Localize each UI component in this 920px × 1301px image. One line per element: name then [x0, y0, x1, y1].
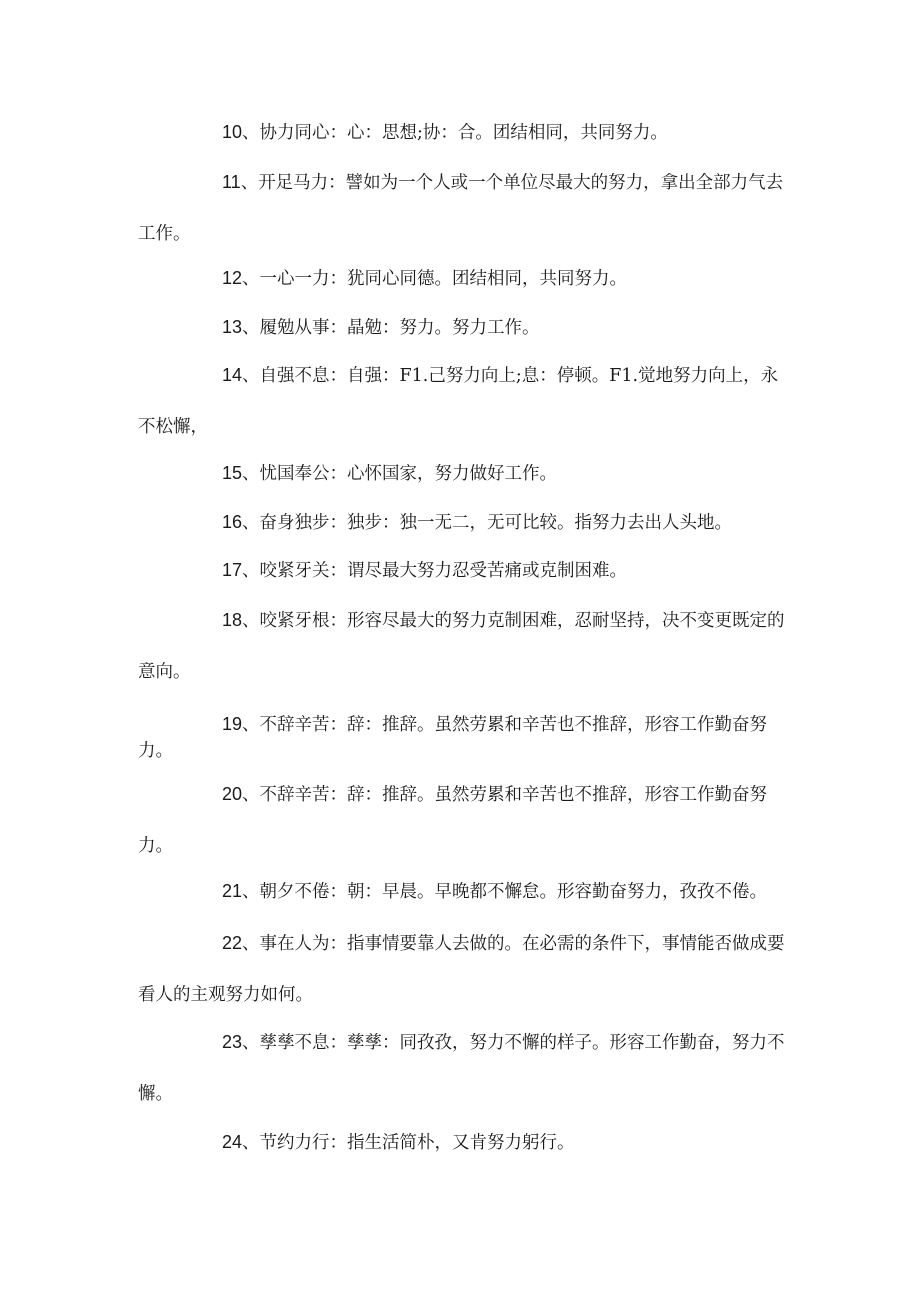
- entry-number: 10: [222, 122, 243, 142]
- idiom-entry-17: [138, 545, 786, 597]
- idiom-entry-21: [138, 866, 786, 918]
- entry-text: 开足马力：譬如为一个人或一个单位尽最大的努力，拿出全部力气去工作。: [138, 173, 784, 244]
- idiom-entry-19: [138, 711, 786, 764]
- entry-text: 不辞辛苦：辞：推辞。虽然劳累和辛苦也不推辞，形容工作勤奋努力。: [138, 715, 768, 761]
- entry-text: 节约力行：指生活简朴，又肯努力躬行。: [259, 1133, 575, 1153]
- entry-number: 15: [222, 463, 243, 483]
- entry-number: 20: [222, 784, 243, 804]
- entry-separator: 、: [242, 934, 260, 954]
- entry-text: 咬紧牙关：谓尽最大努力忍受苦痛或克制困难。: [259, 561, 628, 581]
- entry-number: 14: [222, 365, 243, 385]
- entry-number: 12: [222, 268, 243, 288]
- entry-separator: 、: [242, 715, 260, 735]
- entry-number: 18: [222, 610, 243, 630]
- entry-separator: 、: [242, 611, 260, 631]
- entry-text: 事在人为：指事情要靠人去做的。在必需的条件下，事情能否做成要看人的主观努力如何。: [138, 934, 785, 1005]
- idiom-entry-14: [138, 350, 786, 453]
- entry-text: 朝夕不倦：朝：早晨。早晚都不懈怠。形容勤奋努力，孜孜不倦。: [259, 882, 768, 902]
- entry-separator: 、: [242, 785, 260, 805]
- entry-separator: 、: [242, 1033, 260, 1053]
- idiom-entry-11: [138, 157, 786, 260]
- entry-number: 21: [222, 881, 243, 901]
- entry-number: 24: [222, 1132, 243, 1152]
- entry-text: 咬紧牙根：形容尽最大的努力克制困难，忍耐坚持，决不变更既定的意向。: [138, 611, 785, 682]
- entry-text: 忧国奉公：心怀国家，努力做好工作。: [259, 464, 558, 484]
- entry-text: 自强不息：自强：F1.己努力向上;息：停顿。F1.觉地努力向上，永不松懈，: [138, 366, 779, 437]
- entry-text: 履勉从事：晶勉：努力。努力工作。: [259, 318, 540, 338]
- entry-number: 23: [222, 1032, 243, 1052]
- entry-number: 11: [222, 172, 241, 192]
- entry-text: 奋身独步：独步：独一无二，无可比较。指努力去出人头地。: [259, 513, 733, 533]
- entry-separator: 、: [242, 513, 260, 533]
- idiom-entry-23: [138, 1017, 786, 1120]
- entry-text: 协力同心：心：思想;协：合。团结相同，共同努力。: [259, 123, 668, 143]
- entry-separator: 、: [242, 1133, 260, 1153]
- idiom-entry-20: [138, 769, 786, 872]
- entry-separator: 、: [242, 882, 260, 902]
- idiom-entry-15: [138, 448, 786, 500]
- idiom-entry-22: [138, 918, 786, 1021]
- entry-number: 16: [222, 512, 243, 532]
- entry-separator: 、: [242, 366, 260, 386]
- entry-number: 19: [222, 714, 243, 734]
- entry-separator: 、: [240, 173, 259, 193]
- idiom-entry-16: [138, 497, 786, 549]
- entry-separator: 、: [242, 269, 260, 289]
- idiom-entry-18: [138, 595, 786, 698]
- entry-separator: 、: [242, 464, 260, 484]
- entry-text: 孳孳不息：孳孳：同孜孜，努力不懈的样子。形容工作勤奋，努力不懈。: [138, 1033, 785, 1104]
- idiom-entry-13: [138, 302, 786, 354]
- entry-text: 不辞辛苦：辞：推辞。虽然劳累和辛苦也不推辞，形容工作勤奋努力。: [138, 785, 768, 856]
- entry-number: 13: [222, 317, 243, 337]
- entry-number: 17: [222, 560, 243, 580]
- entry-separator: 、: [242, 561, 260, 581]
- idiom-entry-12: [138, 253, 786, 305]
- idiom-entry-10: [138, 107, 786, 159]
- entry-separator: 、: [242, 318, 260, 338]
- entry-number: 22: [222, 933, 243, 953]
- entry-separator: 、: [242, 123, 260, 143]
- entry-text: 一心一力：犹同心同德。团结相同，共同努力。: [259, 269, 628, 289]
- idiom-entry-24: [138, 1117, 786, 1169]
